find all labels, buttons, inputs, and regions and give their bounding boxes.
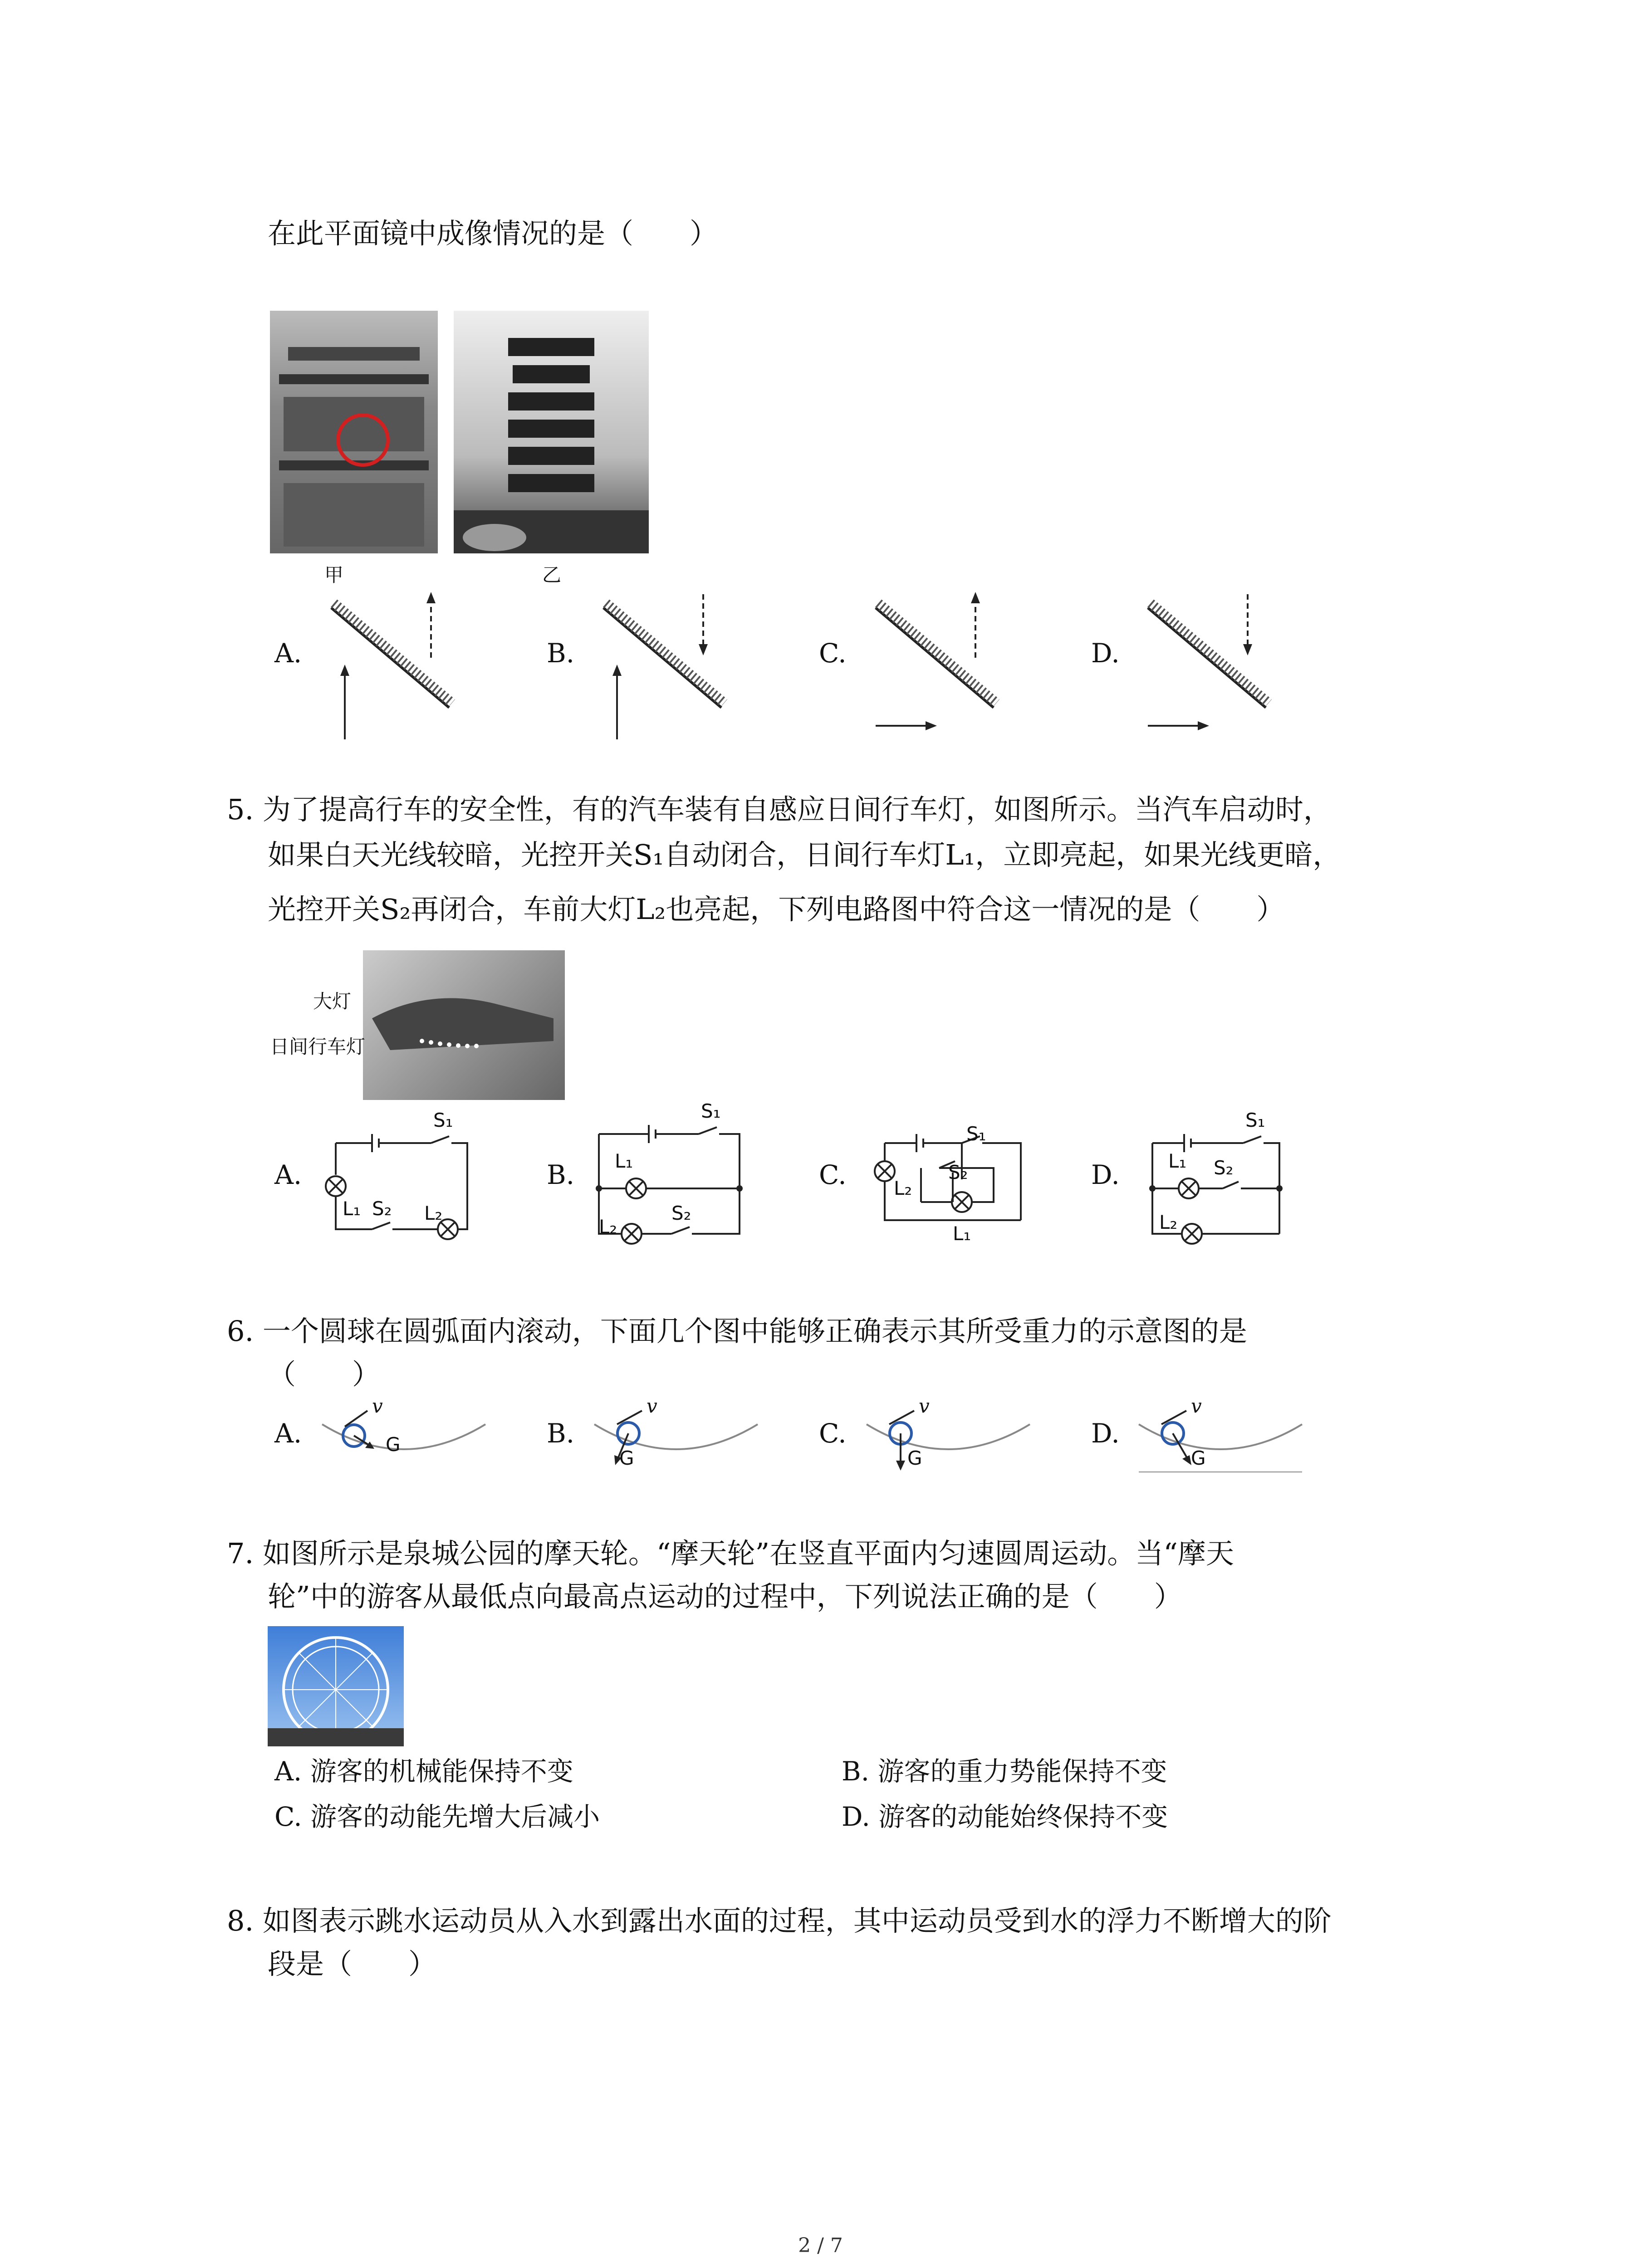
photo-jia [270,311,438,553]
q5-circuit-b [594,1111,758,1247]
q5-option-a-label[interactable]: A. [274,1159,302,1190]
q6-a-v-label: v [372,1395,383,1417]
q5-d-l2-label: L₂ [1159,1211,1178,1233]
q8-line-1: 8. 如图表示跳水运动员从入水到露出水面的过程，其中运动员受到水的浮力不断增大的阶 [227,1904,1332,1937]
q5-option-b-label[interactable]: B. [547,1159,575,1190]
caption-jia: 甲 [324,564,344,586]
q4-option-b-diagram [590,590,735,744]
q5-a-l2-label: L₂ [424,1202,443,1224]
q5-line-2: 如果白天光线较暗，光控开关S₁自动闭合，日间行车灯L₁，立即亮起，如果光线更暗， [268,838,1341,871]
q6-d-v-label: v [1191,1395,1202,1417]
q4-option-a-diagram [318,590,463,744]
q7-option-c[interactable]: C. 游客的动能先增大后减小 [274,1801,600,1832]
q6-option-b-diagram [590,1397,762,1488]
q5-line-3: 光控开关S₂再闭合，车前大灯L₂也亮起，下列电路图中符合这一情况的是（ ） [268,893,1285,926]
ferris-wheel-sketch [268,1626,404,1746]
q5-b-s2-label: S₂ [671,1202,691,1224]
q5-a-s1-label: S₁ [433,1109,453,1131]
photo-yi [454,311,649,553]
q6-line-2: （ ） [268,1358,381,1391]
q5-b-l2-label: L₂ [599,1216,617,1238]
q6-c-g-label: G [907,1447,922,1469]
q6-option-a-diagram [318,1397,490,1474]
q6-option-b-label[interactable]: B. [547,1418,575,1449]
q6-d-g-label: G [1191,1447,1206,1469]
q6-c-v-label: v [919,1395,930,1417]
q7-line-1: 7. 如图所示是泉城公园的摩天轮。“摩天轮”在竖直平面内匀速圆周运动。当“摩天 [227,1537,1234,1570]
q6-a-g-label: G [386,1433,401,1456]
q4-option-c-label[interactable]: C. [819,638,847,669]
headlight-sketch [363,950,565,1100]
q7-option-b[interactable]: B. 游客的重力势能保持不变 [842,1756,1167,1787]
q5-d-s2-label: S₂ [1214,1157,1234,1179]
q6-line-1: 6. 一个圆球在圆弧面内滚动，下面几个图中能够正确表示其所受重力的示意图的是 [227,1315,1247,1348]
q6-option-d-label[interactable]: D. [1091,1418,1120,1449]
q5-c-s2-label: S₂ [948,1161,968,1183]
q5-c-l1-label: L₁ [953,1222,971,1245]
q5-d-l1-label: L₁ [1168,1150,1187,1172]
building-sketch-jia [270,311,438,553]
q4-option-d-label[interactable]: D. [1091,638,1120,669]
q5-d-s1-label: S₁ [1245,1109,1265,1131]
car-headlight-photo [363,950,565,1100]
photo-label-headlight: 大灯 [313,990,352,1012]
q4-option-c-diagram [862,590,1007,744]
q5-b-s1-label: S₁ [701,1100,721,1122]
q6-option-a-label[interactable]: A. [274,1418,302,1449]
q4-option-d-diagram [1134,590,1279,744]
q5-c-l2-label: L₂ [894,1177,912,1199]
q5-line-1: 5. 为了提高行车的安全性，有的汽车装有自感应日间行车灯，如图所示。当汽车启动时， [227,793,1332,826]
q6-b-g-label: G [619,1447,634,1469]
page-number: 2 / 7 [798,2234,843,2257]
q5-a-s2-label: S₂ [372,1198,392,1220]
q5-circuit-a [318,1111,481,1247]
q8-line-2: 段是（ ） [268,1947,437,1980]
q6-option-c-diagram [862,1397,1034,1488]
q5-c-s1-label: S₁ [966,1123,986,1145]
pagoda-sketch-yi [454,311,649,553]
q7-option-d[interactable]: D. 游客的动能始终保持不变 [842,1801,1168,1832]
q4-option-a-label[interactable]: A. [274,638,302,669]
q4-option-b-label[interactable]: B. [547,638,575,669]
q5-option-c-label[interactable]: C. [819,1159,847,1190]
caption-yi: 乙 [542,564,562,586]
q7-option-a[interactable]: A. 游客的机械能保持不变 [274,1756,573,1787]
q6-option-d-diagram [1134,1397,1307,1488]
q7-line-2: 轮”中的游客从最低点向最高点运动的过程中，下列说法正确的是（ ） [268,1580,1182,1613]
photo-label-drl: 日间行车灯 [270,1036,366,1058]
q6-option-c-label[interactable]: C. [819,1418,847,1449]
q5-option-d-label[interactable]: D. [1091,1159,1120,1190]
q5-b-l1-label: L₁ [615,1150,633,1172]
q4-tail-text: 在此平面镜中成像情况的是（ ） [268,217,718,250]
q6-b-v-label: v [647,1395,657,1417]
q5-a-l1-label: L₁ [343,1198,361,1220]
ferris-wheel-photo [268,1626,404,1746]
